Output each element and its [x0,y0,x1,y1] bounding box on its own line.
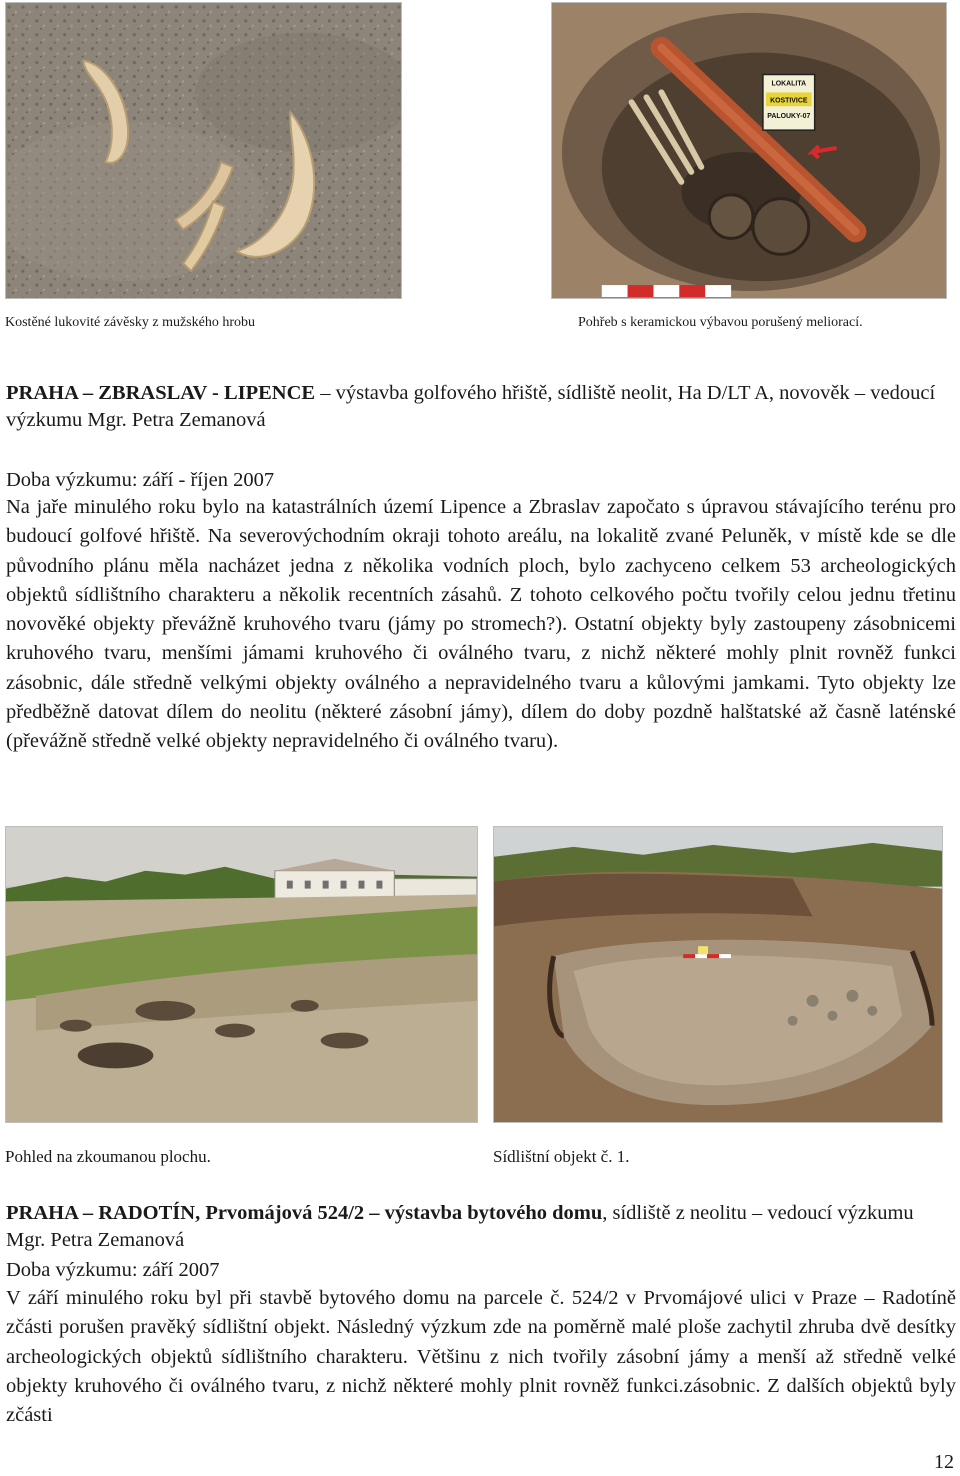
photo-bone-pendants [5,2,402,299]
caption-site-overview: Pohled na zkoumanou plochu. [5,1147,211,1166]
section-paragraph-zbraslav: Na jaře minulého roku bylo na katastrálních území Lipence a Zbraslav započato s úpravou stávajícího terénu pro budoucí golfové hřiště. Na severovýchodním okraji tohoto areálu, na lokalitě zvané Peluněk, v místě kde se dle původního plánu měla nacházet jedna z několika vodních ploch, bylo zachyceno celkem 53 archeologických objektů sídlištního charakteru a několik recentních zásahů. Z tohoto celkového počtu tvořily celou jednu třetinu novověké objekty převážně kruhového tvaru (jámy po stromech?). Ostatní objekty byly zastoupeny zásobnicemi kruhového tvaru, menšími jámami kruhového či oválného tvaru, z nichž některé mohly plnit rovněž funkci zásobnic, dále středně velkými objekty oválného a nepravidelného tvaru a kůlovými jamkami. Tyto objekty lze předběžně datovat dílem do neolitu (některé zásobní jámy), dílem do doby pozdně halštatské až časně laténské (převážně středně velké objekty nepravidelného či oválného tvaru). [6,496,956,753]
heading-subtitle: , sídliště z neolitu – vedoucí výzkumu Mgr. Petra Zemanová [6,1202,914,1251]
tag-line-2: KOSTIVICE [770,97,808,105]
caption-bone-pendants: Kostěné lukovité závěsky z mužského hrobu [5,315,255,330]
caption-burial: Pohřeb s keramickou výbavou porušený meliorací. [578,315,863,330]
section-heading-radotin [6,1200,954,1254]
section-paragraph-radotin: V září minulého roku byl při stavbě bytového domu na parcele č. 524/2 v Prvomájové ulici v Praze – Radotíně zčásti porušen pravěký sídlištní objekt. Následný výzkum zde na poměrně malé ploše zachytil zhruba dvě desítky archeologických objektů sídlištního charakteru. Většinu z nich tvořily zásobní jámy a menší až středně velké objekty kruhového či oválného tvaru, z nichž některé mohly plnit rovněž funkci.zásobnic. Z dalších objektů byly zčásti [6,1287,956,1427]
tag-line-3: PALOUKY-07 [767,113,811,121]
heading-subtitle: – výstavba golfového hřiště, sídliště neolit, Ha D/LT A, novověk – vedoucí výzkumu Mgr. Petra Zemanová [6,382,936,431]
research-period: Doba výzkumu: září 2007 [6,1259,220,1281]
caption-settlement-feature: Sídlištní objekt č. 1. [493,1147,630,1166]
photo-settlement-feature [493,826,943,1123]
heading-title: PRAHA – RADOTÍN, Prvomájová 524/2 – výstavba bytového domu [6,1202,603,1224]
photo-site-overview [5,826,478,1123]
heading-title: PRAHA – ZBRASLAV - LIPENCE [6,382,316,404]
page-number: 12 [934,1451,954,1473]
section-heading-zbraslav [6,380,954,434]
photo-burial [551,2,947,299]
research-period: Doba výzkumu: září - říjen 2007 [6,469,275,491]
tag-line-1: LOKALITA [771,80,807,88]
